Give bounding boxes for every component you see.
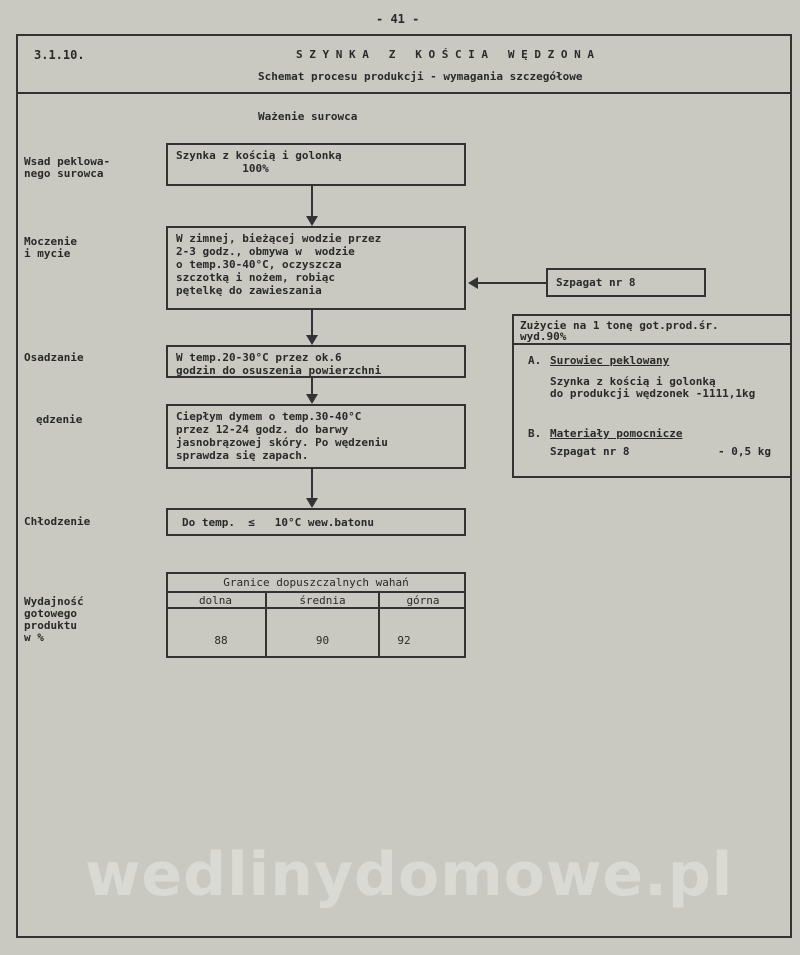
- step-box-wedzenie: Ciepłym dymem o temp.30-40°C przez 12-24 godz. do barwy jasnobrązowej skóry. Po wędzeniu sprawdza się zapach.: [166, 404, 466, 469]
- flow-arrow-3: [306, 394, 318, 404]
- step-box-osadzanie: W temp.20-30°C przez ok.6 godzin do osuszenia powierzchni: [166, 345, 466, 378]
- side-input-arrow: [468, 277, 478, 289]
- usage-b-value: - 0,5 kg: [718, 445, 771, 458]
- page-number: - 41 -: [376, 12, 420, 26]
- side-input-box: Szpagat nr 8: [546, 268, 706, 297]
- flow-line-1: [311, 186, 313, 216]
- document-subtitle: Schemat procesu produkcji - wymagania szczegółowe: [258, 70, 583, 83]
- usage-a-text: Szynka z kością i golonką do produkcji wędzonek -1111,1kg: [550, 375, 756, 400]
- yield-col-srednia: średnia: [299, 594, 346, 607]
- flow-line-3: [311, 378, 313, 394]
- document-title: S Z Y N K A Z K O Ś C I A W Ę D Z O N A: [296, 48, 595, 61]
- yield-header: Granice dopuszczalnych wahań: [223, 576, 409, 589]
- usage-divider: [512, 343, 792, 345]
- flow-line-2: [311, 310, 313, 335]
- yield-header-divider: [166, 591, 466, 593]
- side-input-line: [478, 282, 546, 284]
- yield-col-gorna: górna: [406, 594, 440, 607]
- usage-a-label: A.: [528, 354, 542, 367]
- step-label-wsad: Wsad peklowa- nego surowca: [24, 155, 111, 180]
- yield-value-gorna: 92: [397, 634, 411, 647]
- usage-title: Zużycie na 1 tonę got.prod.śr. wyd.90%: [520, 319, 719, 343]
- step-box-moczenie: W zimnej, bieżącej wodzie przez 2-3 godz., obmywa w wodzie o temp.30-40°C, oczyszcza szczotką i nożem, robiąc pętelkę do zawieszania: [166, 226, 466, 310]
- yield-value-srednia: 90: [315, 634, 330, 647]
- yield-col-dolna: dolna: [198, 594, 233, 607]
- step-label-moczenie: Moczenie i mycie: [24, 235, 77, 260]
- step-box-chlodzenie: Do temp. ≤ 10°C wew.batonu: [166, 508, 466, 536]
- header-divider: [16, 92, 790, 94]
- usage-b-item: Szpagat nr 8: [550, 445, 630, 458]
- yield-label: Wydajność gotowego produktu w %: [24, 595, 84, 644]
- step-label-chlodzenie: Chłodzenie: [24, 515, 91, 528]
- step-label-wedzenie: ędzenie: [36, 413, 83, 426]
- flow-arrow-2: [306, 335, 318, 345]
- yield-colhead-divider: [166, 607, 466, 609]
- usage-b-label: B.: [528, 427, 542, 440]
- flow-arrow-4: [306, 498, 318, 508]
- usage-a-title: Surowiec peklowany: [550, 354, 670, 367]
- yield-value-dolna: 88: [214, 634, 228, 647]
- section-title: Ważenie surowca: [258, 110, 358, 123]
- flow-line-4: [311, 469, 313, 498]
- step-label-osadzanie: Osadzanie: [24, 351, 84, 364]
- flow-arrow-1: [306, 216, 318, 226]
- usage-b-title: Materiały pomocnicze: [550, 427, 683, 440]
- section-code: 3.1.10.: [34, 48, 85, 62]
- watermark: wedlinydomowe.pl: [85, 840, 734, 910]
- step-box-wsad: Szynka z kością i golonką 100%: [166, 143, 466, 186]
